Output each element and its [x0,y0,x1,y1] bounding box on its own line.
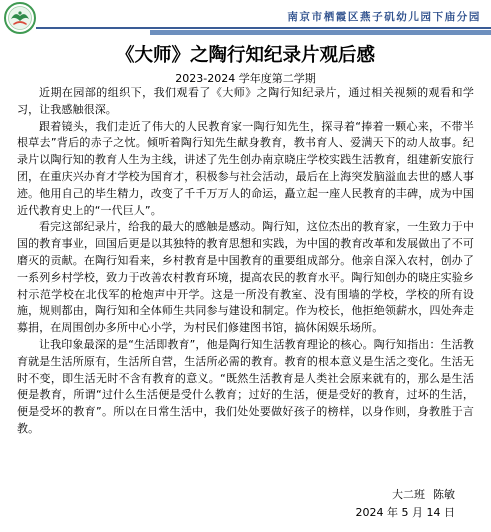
document-title: 《大师》之陶行知纪录片观后感 [115,45,375,66]
header-rule [36,27,491,29]
page-header [0,0,491,38]
document-subtitle: 2023-2024 学年度第二学期 [175,72,316,85]
paragraph: 跟着镜头，我们走近了伟大的人民教育家一陶行知先生，探寻着“捧着一颗心来，不带半根草去”背后的赤子之忱。倾听着陶行知先生献身教育，教书育人、爱满天下的动人故事。纪录片以陶行知的教育人生为主线，讲述了先生创办南京晓庄学校实践生活教育，组建新安旅行团，在重庆兴办育才学校为国育才，积极参与社会活动，最后在上海突发脑溢血去世的感人事迹。他用自己的毕生精力，改变了千千万万人的命运，矗立起一座人民教育的丰碑，成为中国近代教育史上的“一代巨人”。 [17,119,474,217]
header-bar [150,30,491,35]
author-name: 陈敏 [433,488,455,501]
signature-author-line [356,486,455,504]
paragraph: 近期在园部的组织下，我们观看了《大师》之陶行知纪录片，通过相关视频的观看和学习，让我感触很深。 [17,86,474,116]
signature-date: 2024 年 5 月 14 日 [355,506,455,519]
signature-block [356,486,455,522]
paragraph: 看完这部纪录片，给我的最大的感触是感动。陶行知，这位杰出的教育家，一生致力于中国的教育事业，回国后更是以其独特的教育思想和实践，为中国的教育改革和发展做出了不可磨灭的贡献。在陶行知看来，乡村教育是中国教育的重要组成部分。他亲自深入农村，创办了一系列乡村学校，致力于改善农村教育环境，提高农民的教育水平。陶行知创办的晓庄实验乡村示范学校在北伐军的枪炮声中开学。这是一所没有教室、没有围墙的学校，学校的所有设施，规则都由，陶行知和全体师生共同参与建设和制定。作为校长，他拒绝领薪水，四处奔走募捐，在周围创办多所中心小学，为村民们修建图书馆，搞休闲娱乐场所。 [17,220,474,335]
kindergarten-logo-icon [4,2,36,34]
paragraph: 让我印象最深的是“生活即教育”，他是陶行知生活教育理论的核心。陶行知指出：生活教育就是生活所原有，生活所自营，生活所必需的教育。教育的根本意义是生活之变化。生活无时不变，即生活无时不含有教育的意义。“既然生活教育是人类社会原来就有的，那么是生活便是教育，所谓“过什么生活便是受什么教育；过好的生活，便是受好的教育，过坏的生活，便是受坏的教育”。所以在日常生活中，我们处处要做好孩子的榜样，以身作则，身教胜于言教。 [17,337,474,435]
document-body [17,85,474,438]
school-name: 南京市栖霞区燕子矶幼儿园下庙分园 [287,11,481,23]
class-name: 大二班 [392,488,425,501]
